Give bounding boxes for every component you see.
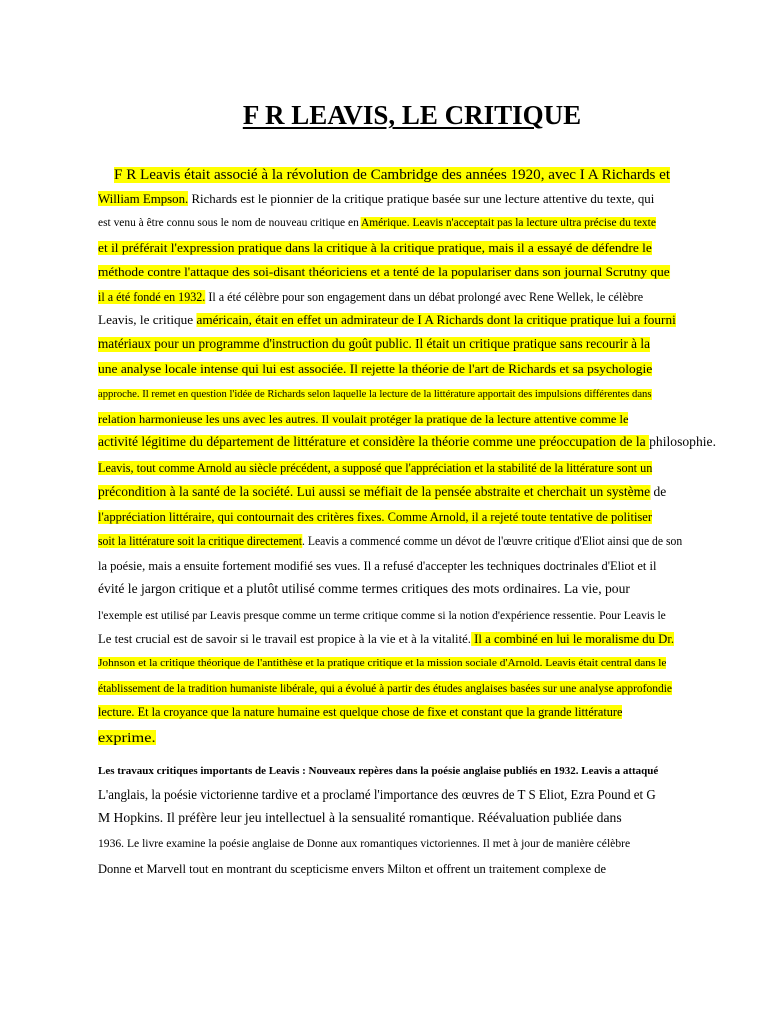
text-line [98, 386, 651, 404]
text-line [114, 166, 670, 184]
text-line [98, 729, 156, 747]
highlighted-text: Amérique. Leavis n'acceptait pas la lecture ultra précise du texte [361, 217, 656, 229]
plain-text: évité le jargon critique et a plutôt utilisé comme termes critiques des mots ordinaires. La vie, pour [98, 582, 630, 597]
plain-text: est venu à être connu sous le nom de nouveau critique en [98, 217, 362, 229]
text-line [98, 810, 622, 828]
plain-text: la poésie, mais a ensuite fortement modifié ses vues. Il a refusé d'accepter les techniques doctrinales d'Eliot et il [98, 559, 657, 573]
text-line [98, 311, 676, 329]
highlighted-text: F R Leavis était associé à la révolution de Cambridge des années 1920, avec I A Richards et [114, 167, 671, 183]
text-line [98, 532, 682, 550]
text-line [98, 508, 652, 526]
text-line [98, 834, 630, 852]
highlighted-text: établissement de la tradition humaniste libérale, qui a évolué à partir des études anglaises basées sur une analyse approfondie [98, 681, 672, 695]
text-line [98, 459, 652, 477]
highlighted-text: une analyse locale intense qui lui est associée. Il rejette la théorie de l'art de Richards et sa psychologie [98, 362, 653, 376]
text-line [98, 360, 652, 378]
text-line [98, 860, 606, 878]
text-line [98, 703, 622, 721]
plain-text: Richards est le pionnier de la critique pratique basée sur une lecture attentive du texte, qui [188, 191, 655, 206]
plain-text: 1936. Le livre examine la poésie anglaise de Donne aux romantiques victoriennes. Il met à jour de manière célèbre [98, 836, 631, 850]
highlighted-text: l'appréciation littéraire, qui contournait des critères fixes. Comme Arnold, il a rejeté toute tentative de politiser [98, 510, 653, 524]
text-line [98, 762, 658, 780]
highlighted-text: approche. Il remet en question l'idée de Richards selon laquelle la lecture de la littérature apportait des impulsions différentes dans [98, 389, 652, 400]
page-title-rest: UE [543, 100, 582, 130]
highlighted-text: Il a combiné en lui le moralisme du Dr. [470, 632, 675, 646]
highlighted-text: William Empson. [98, 191, 189, 206]
highlighted-text: méthode contre l'attaque des soi-disant théoriciens et a tenté de la populariser dans son journal Scrutny que [98, 265, 670, 279]
text-line [98, 679, 672, 697]
highlighted-text: soit la littérature soit la critique directement [98, 534, 302, 548]
highlighted-text: matériaux pour un programme d'instruction du goût public. Il était un critique pratique sans recourir à la [98, 337, 650, 352]
plain-text: M Hopkins. Il préfère leur jeu intellectuel à la sensualité romantique. Réévaluation publiée dans [98, 811, 622, 826]
highlighted-text: activité légitime du département de littérature et considère la théorie comme une préoccupation de la [98, 435, 650, 450]
text-line [98, 630, 674, 648]
text-line [98, 581, 630, 599]
highlighted-text: il a été fondé en 1932. [98, 290, 206, 304]
plain-text: Les travaux critiques importants de Leavis : Nouveaux repères dans la poésie anglaise publiés en 1932. Leavis a attaqué [98, 765, 659, 777]
plain-text: Il a été célèbre pour son engagement dans un débat prolongé avec Rene Wellek, le célèbre [205, 290, 644, 304]
page-title [0, 98, 768, 132]
plain-text: Donne et Marvell tout en montrant du scepticisme envers Milton et offrent un traitement complexe de [98, 862, 606, 876]
plain-text: de [650, 485, 667, 500]
text-line [98, 336, 650, 354]
text-line [98, 214, 656, 232]
plain-text: Le test crucial est de savoir si le travail est propice à la vie et à la vitalité. [98, 632, 471, 646]
text-line [98, 557, 656, 575]
highlighted-text: et il préférait l'expression pratique dans la critique à la critique pratique, mais il a essayé de défendre le [98, 241, 652, 255]
plain-text: philosophie. [649, 435, 717, 450]
text-line [98, 484, 666, 502]
plain-text: L'anglais, la poésie victorienne tardive et a proclamé l'importance des œuvres de T S Eliot, Ezra Pound et G [98, 787, 656, 802]
text-line [98, 434, 716, 452]
highlighted-text: américain, était en effet un admirateur de I A Richards dont la critique pratique lui a fourni [196, 313, 676, 327]
text-line [98, 288, 643, 306]
highlighted-text: Johnson et la critique théorique de l'antithèse et la pratique critique et la mission sociale d'Arnold. Leavis était central dans le [98, 657, 667, 669]
highlighted-text: relation harmonieuse les uns avec les autres. Il voulait protéger la pratique de la lecture attentive comme le [98, 412, 629, 426]
plain-text: l'exemple est utilisé par Leavis presque comme un terme critique comme si la notion d'expérience ressentie. Pour Leavis le [98, 608, 666, 622]
text-line [98, 239, 652, 257]
highlighted-text: lecture. Et la croyance que la nature humaine est quelque chose de fixe et constant que la grande littérature [98, 705, 623, 719]
text-line [98, 654, 666, 672]
text-line [98, 606, 666, 624]
plain-text: Leavis, le critique [98, 313, 197, 327]
text-line [98, 263, 670, 281]
highlighted-text: Leavis, tout comme Arnold au siècle précédent, a supposé que l'appréciation et la stabilité de la littérature sont un [98, 461, 653, 475]
plain-text: . Leavis a commencé comme un dévot de l'œuvre critique d'Eliot ainsi que de son [301, 534, 683, 548]
text-line [98, 190, 654, 208]
text-line [98, 410, 629, 428]
highlighted-text: exprime. [98, 730, 156, 745]
text-line [98, 786, 656, 804]
page-title-underlined: F R LEAVIS, LE CRITIQ [242, 100, 544, 130]
highlighted-text: précondition à la santé de la société. Lui aussi se méfiait de la pensée abstraite et cherchait un système [98, 485, 651, 500]
